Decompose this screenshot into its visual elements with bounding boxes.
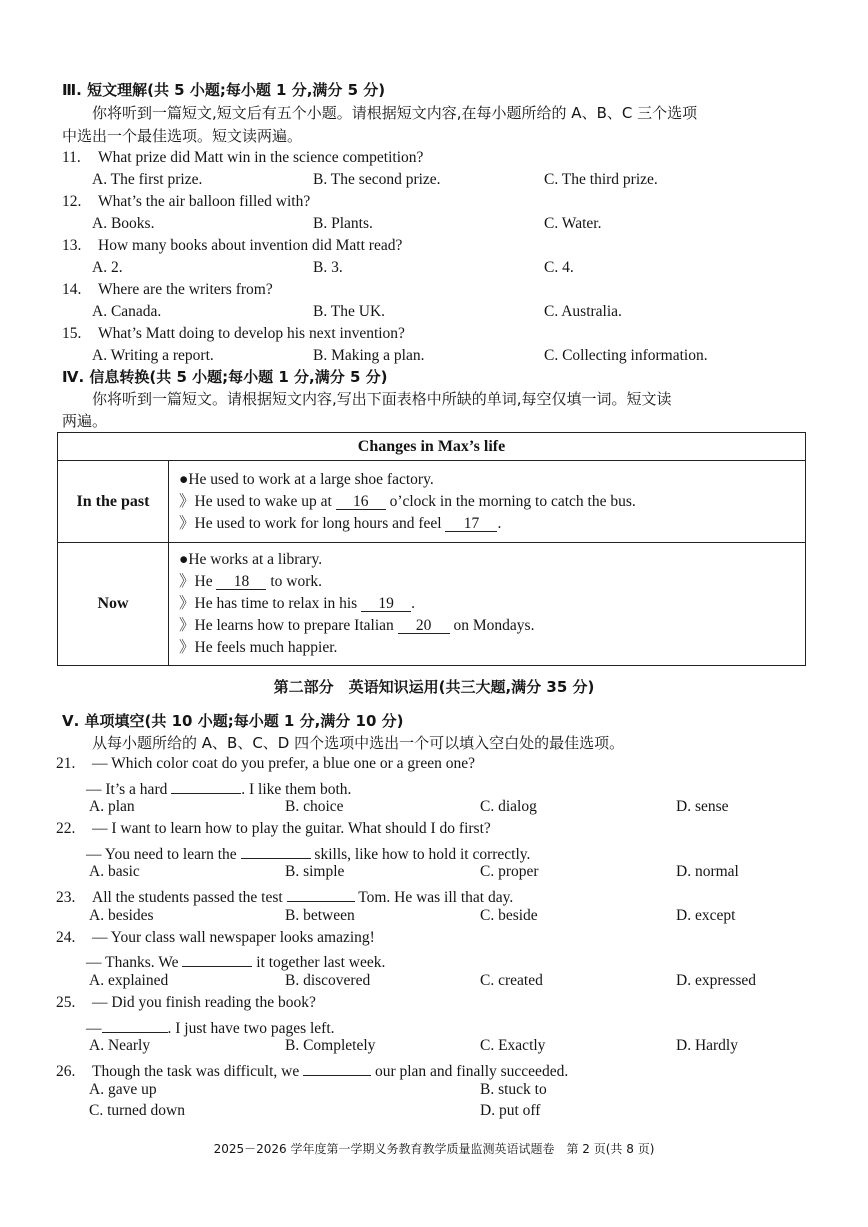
option-c: C. beside	[480, 907, 538, 924]
question-number: 13.	[62, 237, 82, 254]
option-d: D. except	[676, 907, 736, 924]
row-label-now: Now	[58, 543, 169, 666]
part-2-title: 第二部分 英语知识运用(共三大题,满分 35 分)	[273, 678, 595, 696]
question-22-line-2: — You need to learn the skills, like how to hold it correctly.	[86, 841, 530, 865]
question-text: — Which color coat do you prefer, a blue one or a green one?	[92, 755, 475, 772]
section-3-title: Ⅲ. 短文理解(共 5 小题;每小题 1 分,满分 5 分)	[62, 81, 386, 99]
option-b: B. stuck to	[480, 1081, 547, 1098]
option-b: B. The UK.	[313, 303, 386, 320]
option-b: B. choice	[285, 798, 344, 815]
option-a: A. The first prize.	[92, 171, 203, 188]
option-d: D. expressed	[676, 972, 757, 989]
question-number: 26.	[56, 1063, 76, 1080]
question-number: 12.	[62, 193, 82, 210]
section-3-instruction-line1: 你将听到一篇短文,短文后有五个小题。请根据短文内容,在每小题所给的 A、B、C 三个选项	[92, 104, 698, 122]
section-4-instruction-line2: 两遍。	[62, 412, 108, 430]
option-c: C. proper	[480, 863, 539, 880]
answer-blank-17[interactable]: 17	[445, 514, 497, 532]
option-b: B. Plants.	[313, 215, 373, 232]
now-cell	[169, 543, 806, 666]
page-footer: 2025－2026 学年度第一学期义务教育教学质量监测英语试题卷 第 2 页(共 8 页)	[213, 1142, 655, 1156]
question-number: 23.	[56, 889, 76, 906]
section-5-instruction: 从每小题所给的 A、B、C、D 四个选项中选出一个可以填入空白处的最佳选项。	[92, 734, 625, 752]
question-number: 11.	[62, 149, 81, 166]
question-11-stem	[62, 148, 423, 168]
question-number: 24.	[56, 929, 76, 946]
option-a: A. Writing a report.	[92, 347, 214, 364]
table-title: Changes in Max’s life	[58, 433, 806, 461]
option-b: B. 3.	[313, 259, 343, 276]
past-line-1: ●He used to work at a large shoe factory.	[179, 470, 434, 488]
option-c: C. Exactly	[480, 1037, 546, 1054]
question-text: — Your class wall newspaper looks amazing!	[92, 929, 375, 946]
question-21-line-1	[56, 754, 475, 774]
section-5-title: Ⅴ. 单项填空(共 10 小题;每小题 1 分,满分 10 分)	[62, 712, 404, 730]
option-b: B. Making a plan.	[313, 347, 425, 364]
option-b: B. between	[285, 907, 355, 924]
section-4-instruction-line1: 你将听到一篇短文。请根据短文内容,写出下面表格中所缺的单词,每空仅填一词。短文读	[92, 390, 672, 408]
question-text: What’s the air balloon filled with?	[98, 193, 311, 210]
answer-blank-19[interactable]: 19	[361, 594, 411, 612]
question-21-line-2: — It’s a hard . I like them both.	[86, 776, 351, 800]
option-b: B. Completely	[285, 1037, 376, 1054]
question-15-stem	[62, 324, 405, 344]
answer-blank[interactable]	[102, 1015, 168, 1033]
question-number: 15.	[62, 325, 82, 342]
option-a: A. plan	[89, 798, 135, 815]
answer-blank[interactable]	[303, 1058, 371, 1076]
question-24-line-2: — Thanks. We it together last week.	[86, 949, 385, 973]
now-line-3: 》He has time to relax in his 19 .	[179, 595, 415, 612]
option-a: A. Nearly	[89, 1037, 151, 1054]
option-a: A. Canada.	[92, 303, 162, 320]
option-c: C. The third prize.	[544, 171, 658, 188]
option-c: C. created	[480, 972, 543, 989]
option-c: C. 4.	[544, 259, 574, 276]
option-a: A. basic	[89, 863, 140, 880]
question-13-stem	[62, 236, 402, 256]
question-text: — Did you finish reading the book?	[92, 994, 316, 1011]
option-d: D. sense	[676, 798, 729, 815]
question-text: — I want to learn how to play the guitar. What should I do first?	[92, 820, 491, 837]
option-a: A. besides	[89, 907, 154, 924]
question-22-line-1	[56, 819, 491, 839]
now-line-1: ●He works at a library.	[179, 551, 323, 568]
option-a: A. 2.	[92, 259, 123, 276]
row-label-past: In the past	[58, 461, 169, 543]
question-text: What prize did Matt win in the science competition?	[98, 149, 424, 166]
question-number: 22.	[56, 820, 76, 837]
answer-blank-20[interactable]: 20	[398, 616, 450, 634]
now-line-5: 》He feels much happier.	[179, 639, 338, 656]
option-c: C. Collecting information.	[544, 347, 708, 364]
question-26-line-1: 26. Though the task was difficult, we our plan and finally succeeded.	[56, 1058, 568, 1082]
past-cell	[169, 461, 806, 543]
option-d: D. normal	[676, 863, 739, 880]
answer-blank[interactable]	[287, 884, 355, 902]
info-table	[57, 432, 806, 666]
answer-blank[interactable]	[182, 949, 252, 967]
question-text: How many books about invention did Matt read?	[98, 237, 403, 254]
option-c: C. turned down	[89, 1102, 186, 1119]
question-12-stem	[62, 192, 310, 212]
option-a: A. Books.	[92, 215, 155, 232]
question-number: 21.	[56, 755, 76, 772]
question-number: 14.	[62, 281, 82, 298]
question-23-line-1: 23. All the students passed the test Tom. He was ill that day.	[56, 884, 513, 908]
option-a: A. explained	[89, 972, 169, 989]
option-b: B. The second prize.	[313, 171, 441, 188]
option-b: B. discovered	[285, 972, 371, 989]
option-b: B. simple	[285, 863, 345, 880]
option-c: C. dialog	[480, 798, 537, 815]
question-text: Where are the writers from?	[98, 281, 273, 298]
question-24-line-1	[56, 928, 375, 948]
question-14-stem	[62, 280, 273, 300]
option-d: D. Hardly	[676, 1037, 738, 1054]
now-line-2: 》He 18 to work.	[179, 573, 322, 590]
answer-blank-18[interactable]: 18	[216, 572, 266, 590]
past-line-2: 》He used to wake up at 16 o’clock in the morning to catch the bus.	[179, 492, 636, 510]
now-line-4: 》He learns how to prepare Italian 20 on Mondays.	[179, 617, 535, 634]
answer-blank-16[interactable]: 16	[336, 492, 386, 510]
option-c: C. Water.	[544, 215, 602, 232]
answer-blank[interactable]	[241, 841, 311, 859]
option-d: D. put off	[480, 1102, 541, 1119]
past-line-3: 》He used to work for long hours and feel 17 .	[179, 514, 502, 532]
answer-blank[interactable]	[171, 776, 241, 794]
question-number: 25.	[56, 994, 76, 1011]
section-3-instruction-line2: 中选出一个最佳选项。短文读两遍。	[62, 127, 303, 145]
option-c: C. Australia.	[544, 303, 622, 320]
option-a: A. gave up	[89, 1081, 157, 1098]
question-text: What’s Matt doing to develop his next invention?	[98, 325, 405, 342]
section-4-title: Ⅳ. 信息转换(共 5 小题;每小题 1 分,满分 5 分)	[62, 368, 388, 386]
question-25-line-1	[56, 993, 316, 1013]
question-25-line-2: — . I just have two pages left.	[86, 1015, 335, 1039]
